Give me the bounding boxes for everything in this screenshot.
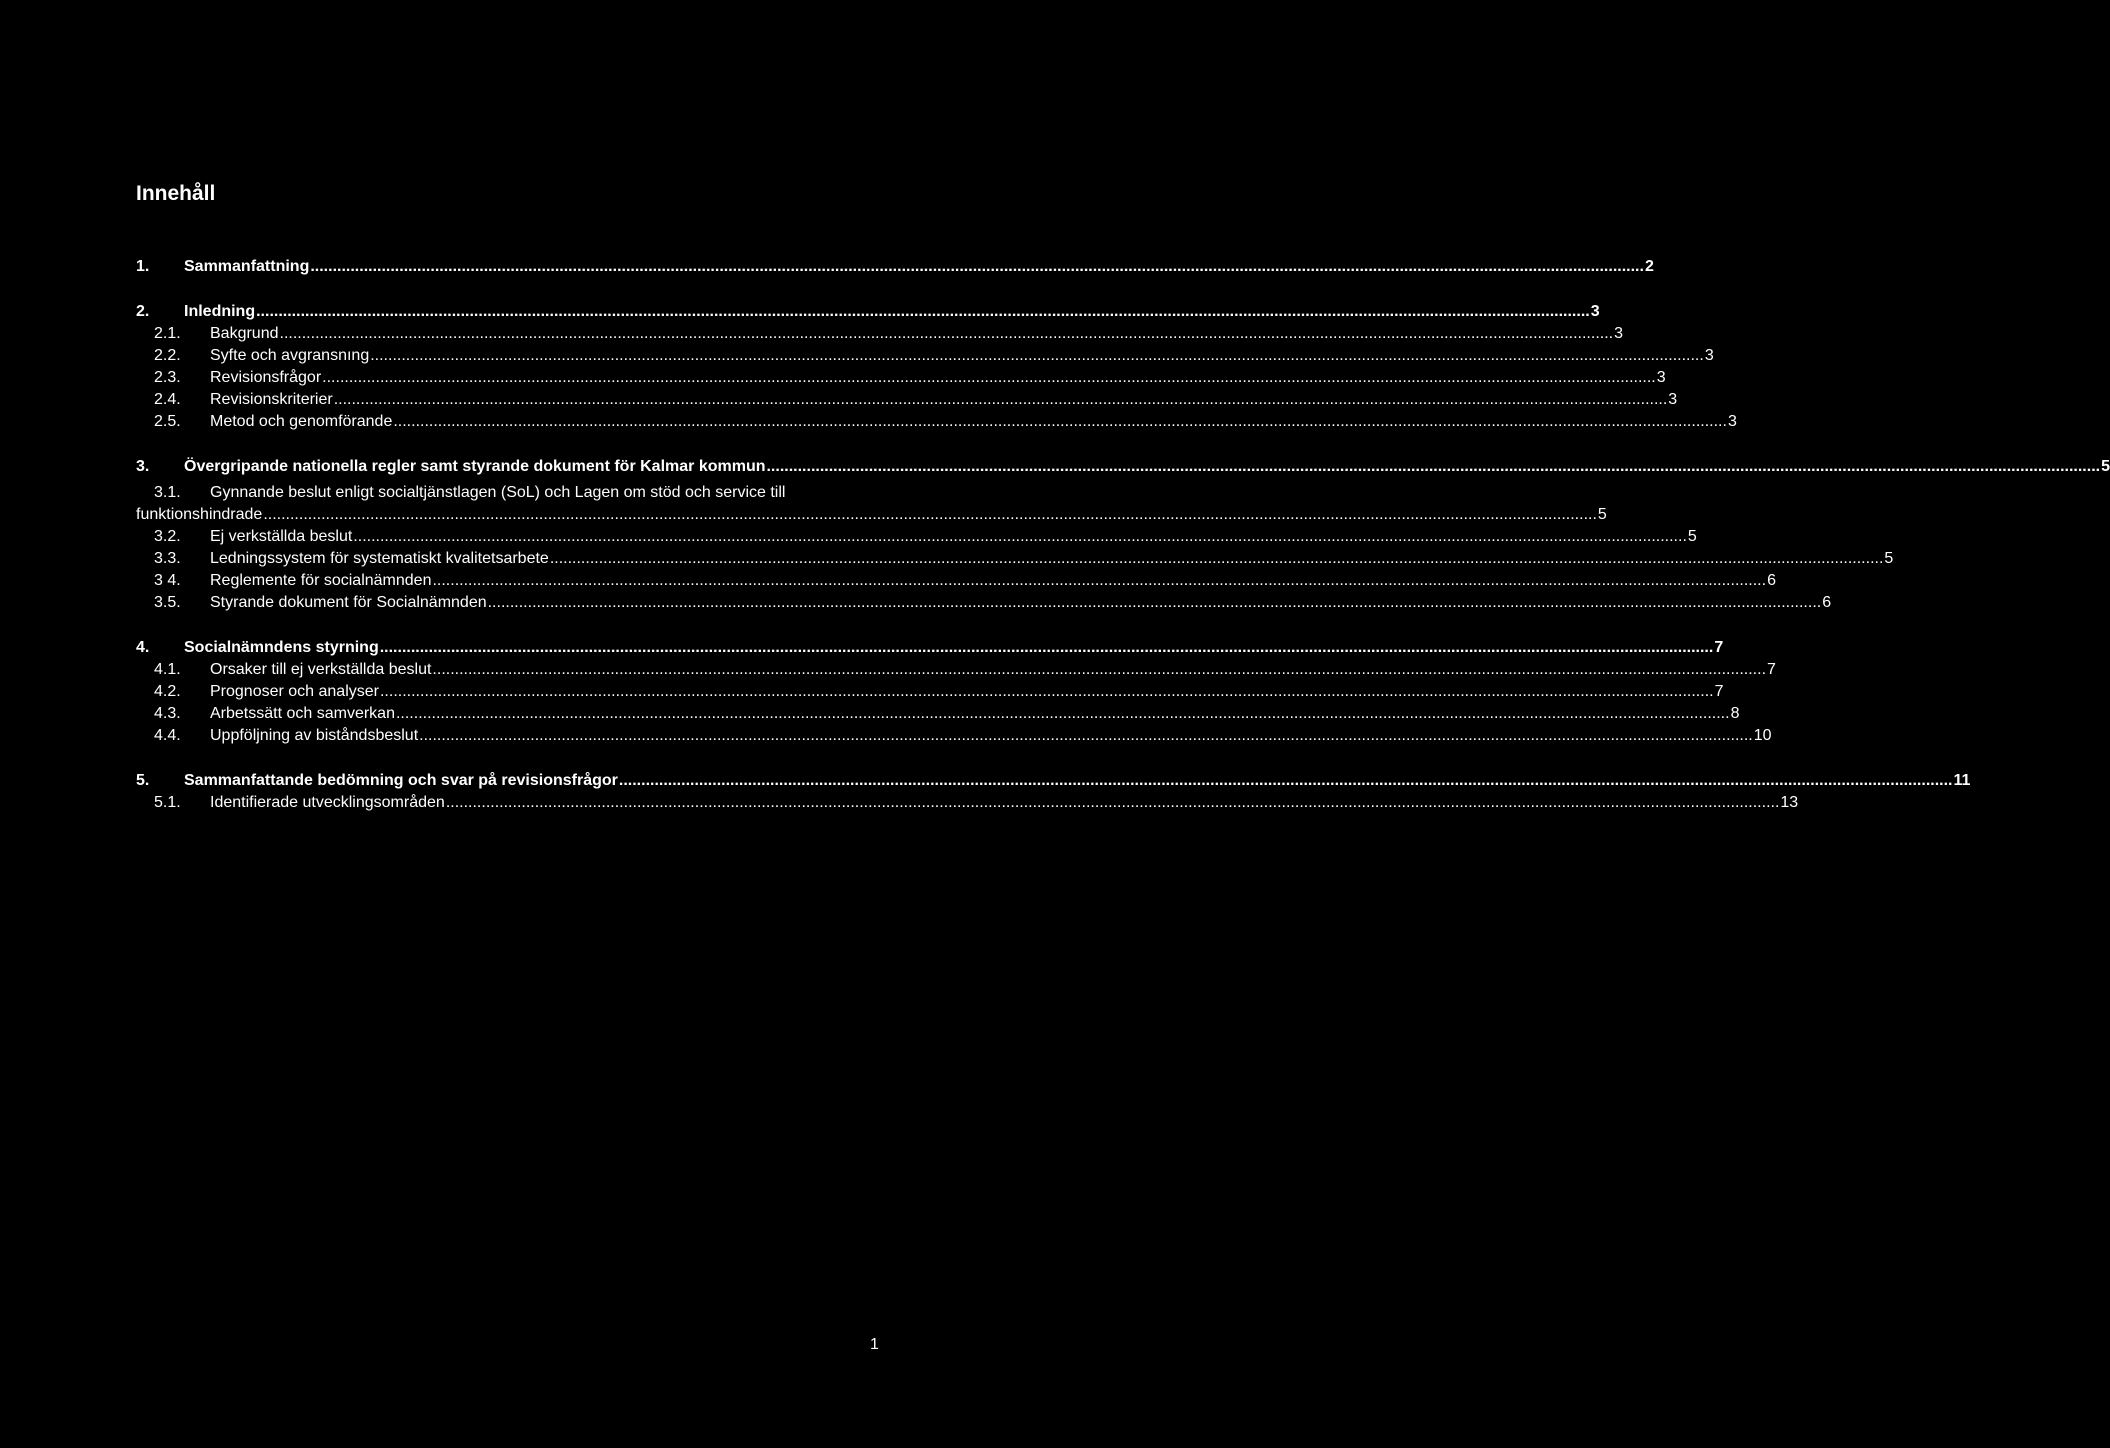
toc-entry-label: Prognoser och analyser	[210, 683, 379, 700]
toc-leader-dots	[393, 411, 1727, 433]
toc-entry-number: 3.2.	[154, 528, 181, 545]
toc-entry-page: 7	[1714, 639, 1724, 656]
toc-entry-3-2[interactable]	[136, 526, 1697, 548]
toc-entry-number: 4.1.	[154, 661, 181, 678]
toc-entry-label: Syfte och avgransnıng	[210, 347, 370, 364]
toc-leader-dots	[322, 367, 1656, 389]
toc-entry-2[interactable]	[136, 301, 1600, 323]
toc-entry-label: Reglemente för socialnämnden	[210, 572, 432, 589]
toc-entry-page: 11	[1953, 772, 1971, 789]
toc-entry-2-5[interactable]	[136, 411, 1737, 433]
toc-entry-number: 2.2.	[154, 347, 181, 364]
toc-leader-dots	[353, 526, 1687, 548]
toc-entry-4-4[interactable]	[136, 725, 1772, 747]
toc-entry-page: 3	[1590, 303, 1600, 320]
toc-entry-label: Gynnande beslut enligt socialtjänstlagen (SoL) och Lagen om stöd och service till	[210, 484, 786, 501]
toc-leader-dots	[766, 456, 2100, 478]
toc-entry-3-3[interactable]	[136, 548, 1894, 570]
toc-leader-dots	[488, 592, 1822, 614]
toc-entry-number: 2.5.	[154, 413, 181, 430]
toc-leader-dots	[310, 256, 1644, 278]
toc-entry-number: 3.	[136, 458, 150, 475]
toc-entry-label: Identifierade utvecklingsområden	[210, 794, 445, 811]
toc-entry-page: 8	[1730, 705, 1740, 722]
toc-entry-label: Sammanfattande bedömning och svar på revisionsfrågor	[184, 772, 618, 789]
toc-entry-3-1[interactable]	[136, 482, 883, 504]
toc-entry-label: Bakgrund	[210, 325, 279, 342]
toc-entry-3-1-continued[interactable]	[136, 504, 1607, 526]
toc-leader-dots	[334, 389, 1668, 411]
toc-entry-2-3[interactable]	[136, 367, 1666, 389]
toc-entry-5-1[interactable]	[136, 792, 1799, 814]
toc-entry-2-4[interactable]	[136, 389, 1678, 411]
toc-entry-number: 1.	[136, 258, 150, 275]
toc-entry-number: 4.3.	[154, 705, 181, 722]
toc-entry-label: Inledning	[184, 303, 256, 320]
toc-entry-number: 3.5.	[154, 594, 181, 611]
toc-leader-dots	[446, 792, 1780, 814]
toc-entry-page: 13	[1780, 794, 1799, 811]
toc-leader-dots	[256, 301, 1590, 323]
toc-entry-page: 5	[1687, 528, 1697, 545]
toc-entry-number: 3 4.	[154, 572, 181, 589]
toc-entry-label: Övergripande nationella regler samt styrande dokument för Kalmar kommun	[184, 458, 766, 475]
toc-entry-page: 2	[1644, 258, 1654, 275]
toc-entry-label: Ej verkställda beslut	[210, 528, 353, 545]
toc-leader-dots	[263, 504, 1597, 526]
toc-entry-number: 3.3.	[154, 550, 181, 567]
toc-entry-4-3[interactable]	[136, 703, 1740, 725]
toc-entry-page: 5	[2101, 458, 2110, 475]
toc-entry-page: 3	[1727, 413, 1737, 430]
toc-entry-label: Orsaker till ej verkställda beslut	[210, 661, 432, 678]
toc-entry-number: 5.1.	[154, 794, 181, 811]
toc-leader-dots	[550, 548, 1884, 570]
toc-entry-label: Metod och genomförande	[210, 413, 393, 430]
toc-leader-dots	[380, 637, 1714, 659]
toc-entry-page: 10	[1753, 727, 1772, 744]
toc-entry-3-4[interactable]	[136, 570, 1776, 592]
toc-entry-page: 3	[1656, 369, 1666, 386]
toc-entry-5[interactable]	[136, 770, 1971, 792]
toc-entry-number: 3.1.	[154, 484, 181, 501]
toc-entry-number: 2.1.	[154, 325, 181, 342]
toc-entry-2-1[interactable]	[136, 323, 1623, 345]
toc-entry-3[interactable]	[136, 456, 2110, 478]
toc-entry-number: 4.4.	[154, 727, 181, 744]
toc-leader-dots	[619, 770, 1953, 792]
toc-entry-label: Ledningssystem för systematiskt kvalitetsarbete	[210, 550, 549, 567]
toc-leader-dots	[396, 703, 1730, 725]
toc-entry-number: 2.	[136, 303, 150, 320]
toc-entry-2-2[interactable]	[136, 345, 1714, 367]
toc-leader-dots	[370, 345, 1704, 367]
toc-entry-3-5[interactable]	[136, 592, 1832, 614]
toc-entry-page: 5	[1884, 550, 1894, 567]
toc-entry-label: Arbetssätt och samverkan	[210, 705, 395, 722]
page-number: 1	[870, 1336, 879, 1353]
toc-entry-number: 4.	[136, 639, 150, 656]
toc-leader-dots	[380, 681, 1714, 703]
toc-entry-label: Socialnämndens styrning	[184, 639, 379, 656]
toc-entry-number: 2.4.	[154, 391, 181, 408]
toc-entry-label: Sammanfattning	[184, 258, 310, 275]
toc-entry-label: Uppföljning av biståndsbeslut	[210, 727, 419, 744]
toc-entry-page: 7	[1767, 661, 1776, 678]
toc-entry-page: 7	[1714, 683, 1724, 700]
toc-entry-4-2[interactable]	[136, 681, 1724, 703]
toc-entry-label: Revisionsfrågor	[210, 369, 322, 386]
toc-entry-label: Revisionskriterier	[210, 391, 333, 408]
toc-entry-label: Styrande dokument för Socialnämnden	[210, 594, 487, 611]
toc-leader-dots	[432, 570, 1766, 592]
toc-entry-page: 5	[1597, 506, 1607, 523]
toc-entry-number: 5.	[136, 772, 150, 789]
toc-entry-4[interactable]	[136, 637, 1724, 659]
toc-entry-page: 3	[1668, 391, 1678, 408]
toc-leader-dots	[280, 323, 1614, 345]
toc-entry-number: 2.3.	[154, 369, 181, 386]
toc-entry-number: 4.2.	[154, 683, 181, 700]
toc-entry-page: 3	[1704, 347, 1714, 364]
toc-entry-page: 6	[1822, 594, 1832, 611]
toc-leader-dots	[432, 659, 1766, 681]
toc-entry-4-1[interactable]	[136, 659, 1776, 681]
toc-entry-page: 6	[1767, 572, 1776, 589]
toc-entry-page: 3	[1614, 325, 1623, 342]
toc-entry-1[interactable]	[136, 256, 1654, 278]
toc-entry-label-continued: funktionshindrade	[136, 506, 263, 523]
table-of-contents	[136, 256, 2110, 814]
toc-title: Innehåll	[136, 182, 216, 205]
toc-leader-dots	[419, 725, 1753, 747]
